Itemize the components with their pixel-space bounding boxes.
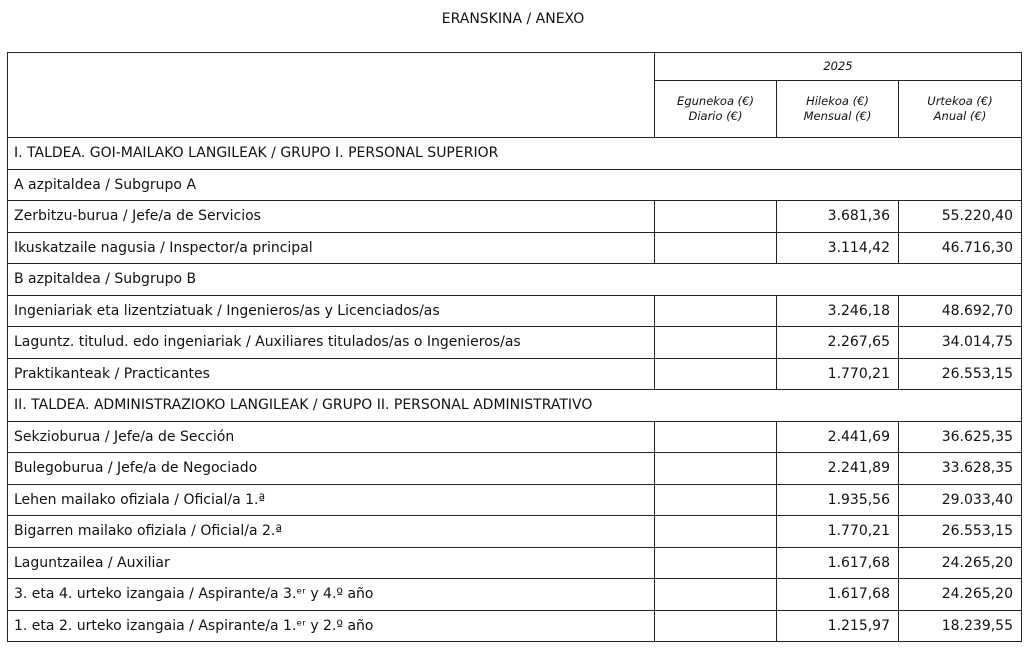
header-line: Diario (€) [688,109,743,123]
table-row [8,327,1022,359]
category-cell: Lehen mailako ofiziala / Oficial/a 1.ª [8,484,655,516]
monthly-cell: 2.441,69 [777,421,899,453]
annual-cell: 46.716,30 [899,232,1022,264]
annual-header [899,81,1022,138]
section-label: I. TALDEA. GOI-MAILAKO LANGILEAK / GRUPO I. PERSONAL SUPERIOR [8,138,1022,170]
daily-cell [655,232,777,264]
table-row [8,453,1022,485]
daily-cell [655,201,777,233]
annual-cell: 24.265,20 [899,547,1022,579]
header-line: Hilekoa (€) [806,94,869,108]
monthly-cell: 1.215,97 [777,610,899,642]
category-cell: Praktikanteak / Practicantes [8,358,655,390]
monthly-cell: 3.246,18 [777,295,899,327]
daily-cell [655,610,777,642]
monthly-cell: 1.617,68 [777,579,899,611]
annual-cell: 18.239,55 [899,610,1022,642]
daily-cell [655,327,777,359]
document-title: ERANSKINA / ANEXO [441,11,585,27]
table-row [8,358,1022,390]
daily-cell [655,516,777,548]
section-row [8,169,1022,201]
annual-cell: 29.033,40 [899,484,1022,516]
monthly-cell: 1.617,68 [777,547,899,579]
monthly-header [777,81,899,138]
annual-cell: 26.553,15 [899,516,1022,548]
table-row [8,295,1022,327]
table-row [8,579,1022,611]
annual-cell: 33.628,35 [899,453,1022,485]
category-cell: Ingeniariak eta lizentziatuak / Ingenieros/as y Licenciados/as [8,295,655,327]
category-cell: Bigarren mailako ofiziala / Oficial/a 2.ª [8,516,655,548]
header-line: Egunekoa (€) [677,94,754,108]
annual-cell: 36.625,35 [899,421,1022,453]
table-row [8,421,1022,453]
annual-cell: 48.692,70 [899,295,1022,327]
category-cell: Zerbitzu-burua / Jefe/a de Servicios [8,201,655,233]
table-row [8,232,1022,264]
monthly-cell: 2.241,89 [777,453,899,485]
category-cell: Bulegoburua / Jefe/a de Negociado [8,453,655,485]
header-line: Urtekoa (€) [927,94,993,108]
monthly-cell: 3.681,36 [777,201,899,233]
section-row [8,390,1022,422]
year-header: 2025 [655,53,1022,81]
section-label: II. TALDEA. ADMINISTRAZIOKO LANGILEAK / GRUPO II. PERSONAL ADMINISTRATIVO [8,390,1022,422]
section-row [8,264,1022,296]
section-label: A azpitaldea / Subgrupo A [8,169,1022,201]
table-row [8,610,1022,642]
table-row [8,201,1022,233]
daily-cell [655,484,777,516]
category-cell: Laguntzailea / Auxiliar [8,547,655,579]
monthly-cell: 1.935,56 [777,484,899,516]
category-cell: 3. eta 4. urteko izangaia / Aspirante/a 3.ᵉʳ y 4.º año [8,579,655,611]
daily-cell [655,453,777,485]
annual-cell: 24.265,20 [899,579,1022,611]
daily-cell [655,579,777,611]
monthly-cell: 1.770,21 [777,358,899,390]
daily-cell [655,358,777,390]
section-row [8,138,1022,170]
monthly-cell: 3.114,42 [777,232,899,264]
section-label: B azpitaldea / Subgrupo B [8,264,1022,296]
category-cell: 1. eta 2. urteko izangaia / Aspirante/a 1.ᵉʳ y 2.º año [8,610,655,642]
annual-cell: 55.220,40 [899,201,1022,233]
category-cell: Ikuskatzaile nagusia / Inspector/a principal [8,232,655,264]
salary-table [7,52,1022,642]
category-cell: Laguntz. titulud. edo ingeniariak / Auxiliares titulados/as o Ingenieros/as [8,327,655,359]
table-row [8,547,1022,579]
header-line: Anual (€) [933,109,987,123]
monthly-cell: 2.267,65 [777,327,899,359]
table-row [8,516,1022,548]
daily-cell [655,421,777,453]
header-line: Mensual (€) [803,109,872,123]
annual-cell: 26.553,15 [899,358,1022,390]
category-cell: Sekzioburua / Jefe/a de Sección [8,421,655,453]
monthly-cell: 1.770,21 [777,516,899,548]
table-row [8,484,1022,516]
daily-cell [655,295,777,327]
daily-cell [655,547,777,579]
empty-header-cell [8,53,655,138]
annual-cell: 34.014,75 [899,327,1022,359]
daily-header [655,81,777,138]
